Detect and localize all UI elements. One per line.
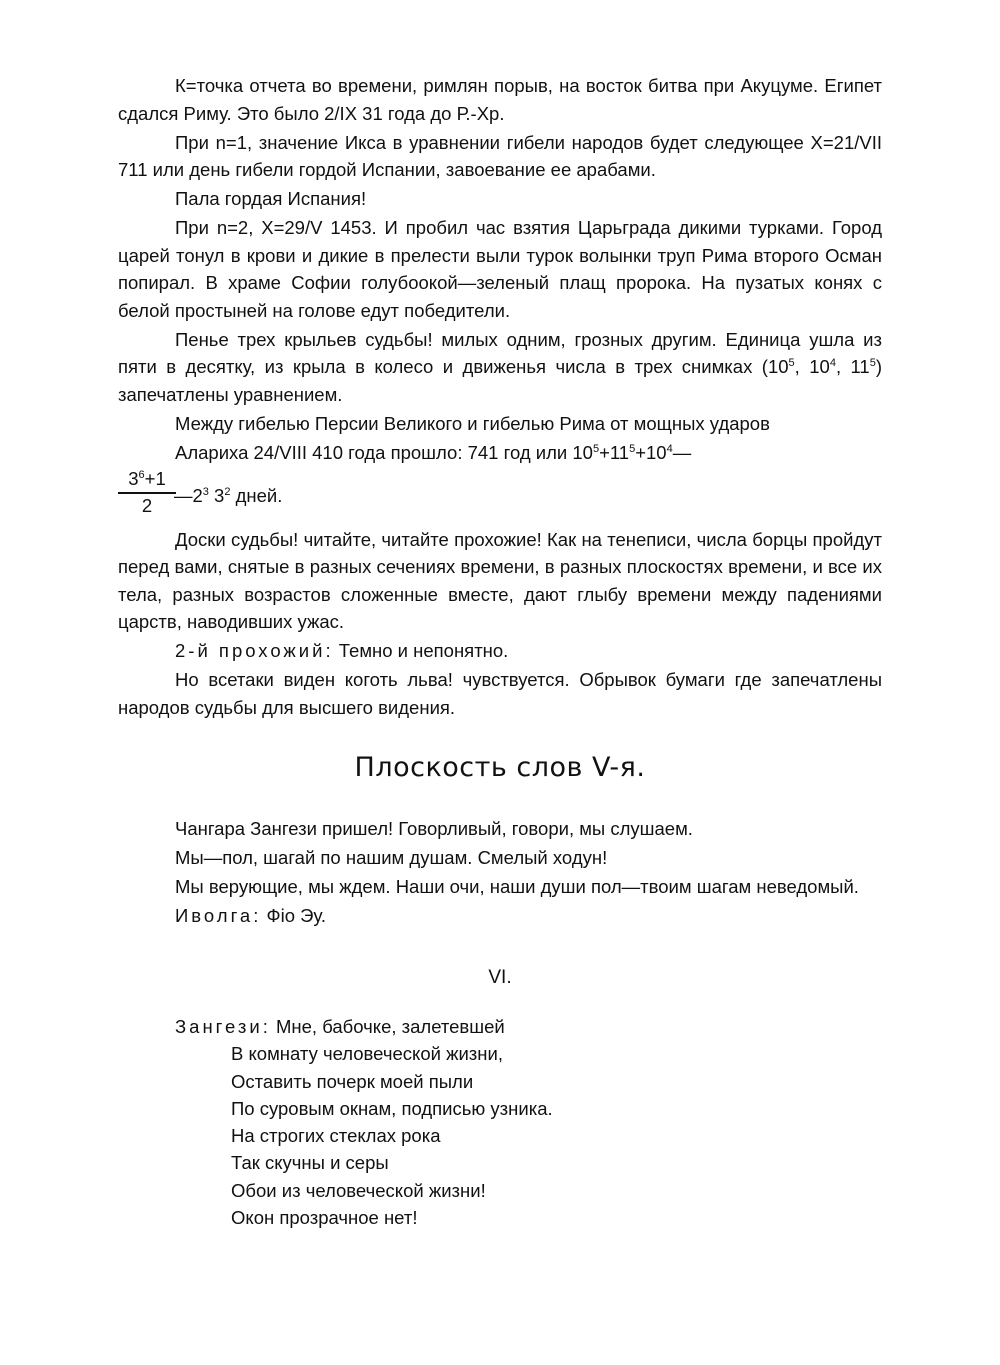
poem-line: В комнату человеческой жизни, <box>231 1043 503 1065</box>
fraction-numerator: $3^6+1$ <box>118 468 176 494</box>
paragraph: Мы верующие, мы ждем. Наши очи, наши души пол—твоим шагам неведомый. <box>175 876 859 897</box>
fraction-line <box>118 468 882 526</box>
powers-paragraph: Пенье трех крыльев судьбы! милых одним, грозных другим. Единица ушла из пяти в десятку, из крыла в колесо и движенья числа в трех снимках ($10^5$, $10^4$, $11^5$) запечатлены уравнением. <box>118 328 883 405</box>
poem-line: Окон прозрачное нет! <box>231 1207 418 1229</box>
section-number: VI. <box>488 967 512 988</box>
paragraph: При n=2, X=29/V 1453. И пробил час взятия Царьграда дикими турками. Город царей тонул в крови и дикие в прелести выли турок волынки труп Рима второго Осман попирал. В храме Софии голубоокой—зеленый плащ пророка. На пузатых конях с белой простыней на голове едут победители. <box>118 217 882 321</box>
paragraph: Чангара Зангези пришел! Говорливый, говори, мы слушаем. <box>175 818 693 839</box>
poem-line: Оставить почерк моей пыли <box>231 1070 474 1092</box>
section-heading: Плоскость слов V-я. <box>354 752 646 783</box>
section-five-text <box>118 815 882 931</box>
oriole-line: Иволга: Фio Эу. <box>175 905 326 926</box>
poem-line: Так скучны и серы <box>231 1152 389 1174</box>
upper-text-block <box>118 72 882 723</box>
paragraph: К=точка отчета во времени, римлян порыв, на восток битва при Акуцуме. Египет сдался Риму. Это было 2/IX 31 года до Р.-Хр. <box>118 75 882 124</box>
speaker-name: 2-й прохожий: <box>175 640 334 661</box>
formula-line-1: Между гибелью Персии Великого и гибелью Рима от мощных ударов <box>175 412 770 434</box>
speaker-name: Зангези: <box>175 1016 271 1037</box>
fraction <box>118 468 176 518</box>
poem-line: На строгих стеклах рока <box>231 1125 441 1147</box>
formula-line-2: Алариха 24/VIII 410 года прошло: 741 год или $10^5+11^5+10^4—$ <box>175 441 692 463</box>
paragraph: Пала гордая Испания! <box>175 188 367 209</box>
fraction-tail: $—2^3$ $3^2$ дней. <box>174 484 283 506</box>
paragraph: Доски судьбы! читайте, читайте прохожие! Как на тенеписи, числа борцы пройдут перед вами, снятые в разных сечениях времени, в разных плоскостях времени, и все их тела, разных возрастов сложенные вместе, дают глыбу времени между падениями царств, наводивших ужас. <box>118 528 882 632</box>
speaker-name: Иволга: <box>175 905 262 926</box>
paragraph: Но всетаки виден коготь льва! чувствуется. Обрывок бумаги где запечатлены народов судьбы для высшего видения. <box>118 669 882 718</box>
paragraph: При n=1, значение Икса в уравнении гибели народов будет следующее X=21/VII 711 или день гибели гордой Испании, завоевание ее арабами. <box>118 131 882 180</box>
paragraph: Мы—пол, шагай по нашим душам. Смелый ходун! <box>175 847 608 868</box>
passerby-line: 2-й прохожий: Темно и непонятно. <box>175 640 509 661</box>
poem-line: По суровым окнам, подписью узника. <box>231 1097 553 1119</box>
poem <box>175 1013 553 1231</box>
poem-first-line: Зангези: Мне, бабочке, залетевшей <box>175 1016 505 1037</box>
poem-line: Обои из человеческой жизни! <box>231 1179 486 1201</box>
fraction-denominator: 2 <box>141 494 153 516</box>
